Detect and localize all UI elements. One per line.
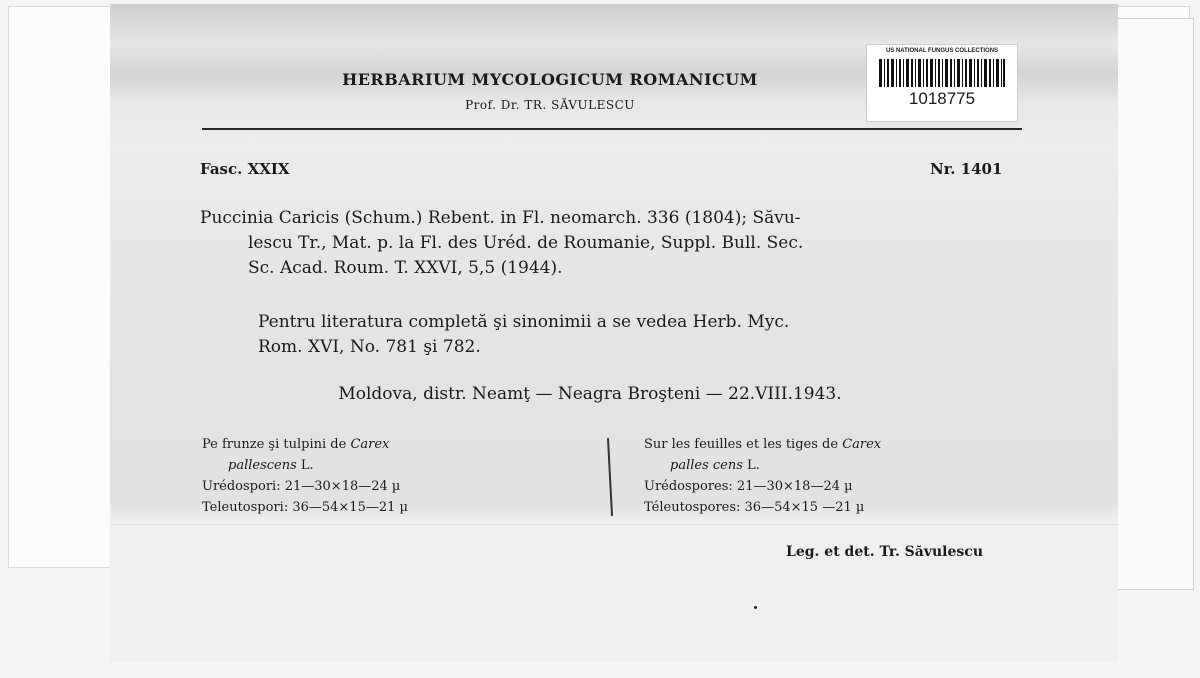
host-species-line	[202, 455, 602, 476]
paper-speck	[754, 606, 757, 609]
citation-line: lescu Tr., Mat. p. la Fl. des Uréd. de Roumanie, Suppl. Bull. Sec.	[248, 233, 804, 253]
citation-line: Puccinia Caricis (Schum.) Rebent. in Fl. neomarch. 336 (1804); Săvu-	[200, 208, 801, 228]
literature-line: Pentru literatura completă şi sinonimii a se vedea Herb. Myc.	[258, 312, 790, 332]
uredospore-measure: Urédospori: 21—30×18—24 µ	[202, 479, 401, 494]
barcode-icon	[879, 59, 1005, 87]
column-divider	[607, 438, 613, 516]
header-rule	[202, 128, 1022, 130]
barcode-caption: US NATIONAL FUNGUS COLLECTIONS	[885, 48, 999, 54]
citation-line: Sc. Acad. Roum. T. XXVI, 5,5 (1944).	[248, 258, 563, 278]
teleutospore-measure: Téleutospores: 36—54×15 —21 µ	[644, 500, 865, 515]
host-species: palles cens	[670, 458, 743, 473]
host-description-romanian	[202, 434, 602, 518]
literature-note	[258, 310, 1018, 360]
host-line	[644, 434, 1044, 455]
host-line	[202, 434, 602, 455]
host-prefix: Pe frunze şi tulpini de	[202, 437, 351, 452]
teleutospore-measure: Teleutospori: 36—54×15—21 µ	[202, 500, 408, 515]
host-author: L.	[296, 458, 314, 473]
host-description-french	[644, 434, 1044, 518]
collection-locality: Moldova, distr. Neamţ — Neagra Broşteni — 22.VIII.1943.	[338, 384, 842, 404]
host-genus: Carex	[842, 437, 882, 452]
collector-credit: Leg. et det. Tr. Săvulescu	[786, 544, 983, 560]
species-citation	[200, 206, 1020, 281]
host-prefix: Sur les feuilles et les tiges de	[644, 437, 843, 452]
uredospore-measure: Urédospores: 21—30×18—24 µ	[644, 479, 853, 494]
host-author: L.	[742, 458, 760, 473]
barcode-label	[866, 44, 1018, 122]
herbarium-label	[110, 4, 1118, 660]
institution-title: HERBARIUM MYCOLOGICUM ROMANICUM	[342, 70, 758, 89]
barcode-number: 1018775	[908, 89, 976, 108]
host-species-line	[644, 455, 1044, 476]
host-genus: Carex	[350, 437, 390, 452]
mounting-sheet-edge	[1110, 18, 1194, 590]
fascicle-number: Fasc. XXIX	[200, 160, 290, 178]
specimen-number: Nr. 1401	[930, 160, 1003, 178]
literature-line: Rom. XVI, No. 781 şi 782.	[258, 337, 481, 357]
host-species: pallescens	[228, 458, 297, 473]
editor-line: Prof. Dr. TR. SĂVULESCU	[465, 98, 635, 112]
